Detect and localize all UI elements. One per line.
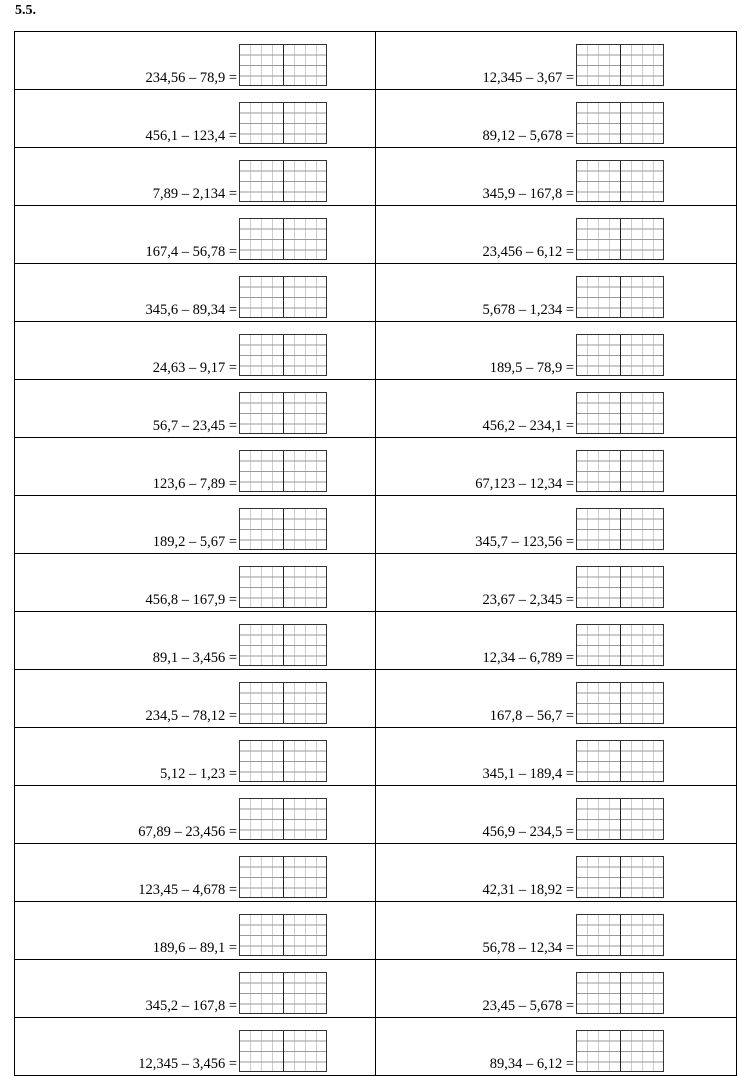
table-row bbox=[15, 32, 737, 90]
subtraction-expression: 89,12 – 5,678 = bbox=[482, 128, 574, 144]
problem-cell-left bbox=[15, 728, 376, 786]
answer-grid[interactable] bbox=[576, 392, 664, 434]
table-row bbox=[15, 264, 737, 322]
problem-cell-right bbox=[376, 1018, 737, 1076]
subtraction-expression: 5,678 – 1,234 = bbox=[482, 302, 574, 318]
table-row bbox=[15, 148, 737, 206]
table-row bbox=[15, 728, 737, 786]
problem-cell-left bbox=[15, 844, 376, 902]
subtraction-expression: 345,9 – 167,8 = bbox=[482, 186, 574, 202]
subtraction-expression: 167,4 – 56,78 = bbox=[145, 244, 237, 260]
subtraction-expression: 123,45 – 4,678 = bbox=[138, 882, 237, 898]
answer-grid[interactable] bbox=[576, 624, 664, 666]
problem-cell-right bbox=[376, 322, 737, 380]
problem-cell-left bbox=[15, 380, 376, 438]
problem-cell-right bbox=[376, 32, 737, 90]
answer-grid[interactable] bbox=[576, 276, 664, 318]
subtraction-expression: 23,456 – 6,12 = bbox=[482, 244, 574, 260]
table-row bbox=[15, 612, 737, 670]
subtraction-expression: 456,1 – 123,4 = bbox=[145, 128, 237, 144]
answer-grid[interactable] bbox=[239, 218, 327, 260]
problem-cell-right bbox=[376, 148, 737, 206]
subtraction-expression: 67,89 – 23,456 = bbox=[138, 824, 237, 840]
exercise-table bbox=[14, 31, 737, 1076]
subtraction-expression: 23,45 – 5,678 = bbox=[482, 998, 574, 1014]
answer-grid[interactable] bbox=[576, 218, 664, 260]
problem-cell-right bbox=[376, 380, 737, 438]
answer-grid[interactable] bbox=[239, 856, 327, 898]
exercise-number: 5.5. bbox=[15, 3, 36, 18]
subtraction-expression: 67,123 – 12,34 = bbox=[475, 476, 574, 492]
problem-cell-right bbox=[376, 554, 737, 612]
table-row bbox=[15, 322, 737, 380]
subtraction-expression: 89,1 – 3,456 = bbox=[152, 650, 237, 666]
problem-cell-left bbox=[15, 148, 376, 206]
answer-grid[interactable] bbox=[576, 798, 664, 840]
answer-grid[interactable] bbox=[576, 450, 664, 492]
subtraction-expression: 123,6 – 7,89 = bbox=[152, 476, 237, 492]
answer-grid[interactable] bbox=[576, 566, 664, 608]
problem-cell-left bbox=[15, 612, 376, 670]
problem-cell-right bbox=[376, 90, 737, 148]
problem-cell-left bbox=[15, 496, 376, 554]
answer-grid[interactable] bbox=[576, 44, 664, 86]
answer-grid[interactable] bbox=[576, 972, 664, 1014]
problem-cell-right bbox=[376, 670, 737, 728]
table-row bbox=[15, 670, 737, 728]
table-row bbox=[15, 554, 737, 612]
problem-cell-left bbox=[15, 1018, 376, 1076]
answer-grid[interactable] bbox=[239, 392, 327, 434]
answer-grid[interactable] bbox=[239, 740, 327, 782]
subtraction-expression: 234,5 – 78,12 = bbox=[145, 708, 237, 724]
answer-grid[interactable] bbox=[239, 44, 327, 86]
problem-cell-right bbox=[376, 728, 737, 786]
problem-cell-right bbox=[376, 844, 737, 902]
subtraction-expression: 12,345 – 3,456 = bbox=[138, 1056, 237, 1072]
answer-grid[interactable] bbox=[239, 450, 327, 492]
subtraction-expression: 345,6 – 89,34 = bbox=[145, 302, 237, 318]
answer-grid[interactable] bbox=[576, 740, 664, 782]
table-row bbox=[15, 844, 737, 902]
answer-grid[interactable] bbox=[239, 508, 327, 550]
subtraction-expression: 456,8 – 167,9 = bbox=[145, 592, 237, 608]
table-row bbox=[15, 380, 737, 438]
subtraction-expression: 12,34 – 6,789 = bbox=[482, 650, 574, 666]
problem-cell-right bbox=[376, 786, 737, 844]
problem-cell-left bbox=[15, 670, 376, 728]
problem-cell-right bbox=[376, 496, 737, 554]
answer-grid[interactable] bbox=[239, 682, 327, 724]
subtraction-expression: 345,2 – 167,8 = bbox=[145, 998, 237, 1014]
table-row bbox=[15, 90, 737, 148]
answer-grid[interactable] bbox=[239, 160, 327, 202]
answer-grid[interactable] bbox=[239, 972, 327, 1014]
subtraction-expression: 56,7 – 23,45 = bbox=[152, 418, 237, 434]
subtraction-expression: 345,7 – 123,56 = bbox=[475, 534, 574, 550]
problem-cell-left bbox=[15, 960, 376, 1018]
answer-grid[interactable] bbox=[576, 102, 664, 144]
subtraction-expression: 89,34 – 6,12 = bbox=[489, 1056, 574, 1072]
subtraction-expression: 234,56 – 78,9 = bbox=[145, 70, 237, 86]
answer-grid[interactable] bbox=[576, 856, 664, 898]
subtraction-expression: 167,8 – 56,7 = bbox=[489, 708, 574, 724]
table-row bbox=[15, 1018, 737, 1076]
answer-grid[interactable] bbox=[576, 508, 664, 550]
answer-grid[interactable] bbox=[239, 1030, 327, 1072]
problem-cell-right bbox=[376, 612, 737, 670]
problem-cell-right bbox=[376, 206, 737, 264]
answer-grid[interactable] bbox=[239, 566, 327, 608]
answer-grid[interactable] bbox=[239, 914, 327, 956]
subtraction-expression: 5,12 – 1,23 = bbox=[159, 766, 237, 782]
problem-cell-left bbox=[15, 206, 376, 264]
problem-cell-left bbox=[15, 322, 376, 380]
table-row bbox=[15, 786, 737, 844]
problem-cell-left bbox=[15, 90, 376, 148]
answer-grid[interactable] bbox=[576, 682, 664, 724]
subtraction-expression: 42,31 – 18,92 = bbox=[482, 882, 574, 898]
answer-grid[interactable] bbox=[576, 334, 664, 376]
problem-cell-right bbox=[376, 902, 737, 960]
problem-cell-left bbox=[15, 786, 376, 844]
answer-grid[interactable] bbox=[239, 276, 327, 318]
answer-grid[interactable] bbox=[576, 1030, 664, 1072]
problem-cell-left bbox=[15, 264, 376, 322]
subtraction-expression: 456,2 – 234,1 = bbox=[482, 418, 574, 434]
problem-cell-left bbox=[15, 902, 376, 960]
problem-cell-left bbox=[15, 32, 376, 90]
table-row bbox=[15, 960, 737, 1018]
subtraction-expression: 345,1 – 189,4 = bbox=[482, 766, 574, 782]
subtraction-expression: 189,5 – 78,9 = bbox=[489, 360, 574, 376]
problem-cell-right bbox=[376, 960, 737, 1018]
subtraction-expression: 56,78 – 12,34 = bbox=[482, 940, 574, 956]
problem-cell-right bbox=[376, 264, 737, 322]
answer-grid[interactable] bbox=[239, 624, 327, 666]
subtraction-expression: 7,89 – 2,134 = bbox=[152, 186, 237, 202]
subtraction-expression: 189,6 – 89,1 = bbox=[152, 940, 237, 956]
subtraction-expression: 12,345 – 3,67 = bbox=[482, 70, 574, 86]
subtraction-expression: 189,2 – 5,67 = bbox=[152, 534, 237, 550]
problem-cell-right bbox=[376, 438, 737, 496]
table-row bbox=[15, 902, 737, 960]
answer-grid[interactable] bbox=[576, 914, 664, 956]
problem-cell-left bbox=[15, 438, 376, 496]
subtraction-expression: 23,67 – 2,345 = bbox=[482, 592, 574, 608]
table-row bbox=[15, 496, 737, 554]
subtraction-expression: 456,9 – 234,5 = bbox=[482, 824, 574, 840]
answer-grid[interactable] bbox=[239, 798, 327, 840]
subtraction-expression: 24,63 – 9,17 = bbox=[152, 360, 237, 376]
table-row bbox=[15, 206, 737, 264]
table-row bbox=[15, 438, 737, 496]
problem-cell-left bbox=[15, 554, 376, 612]
answer-grid[interactable] bbox=[239, 102, 327, 144]
answer-grid[interactable] bbox=[576, 160, 664, 202]
answer-grid[interactable] bbox=[239, 334, 327, 376]
